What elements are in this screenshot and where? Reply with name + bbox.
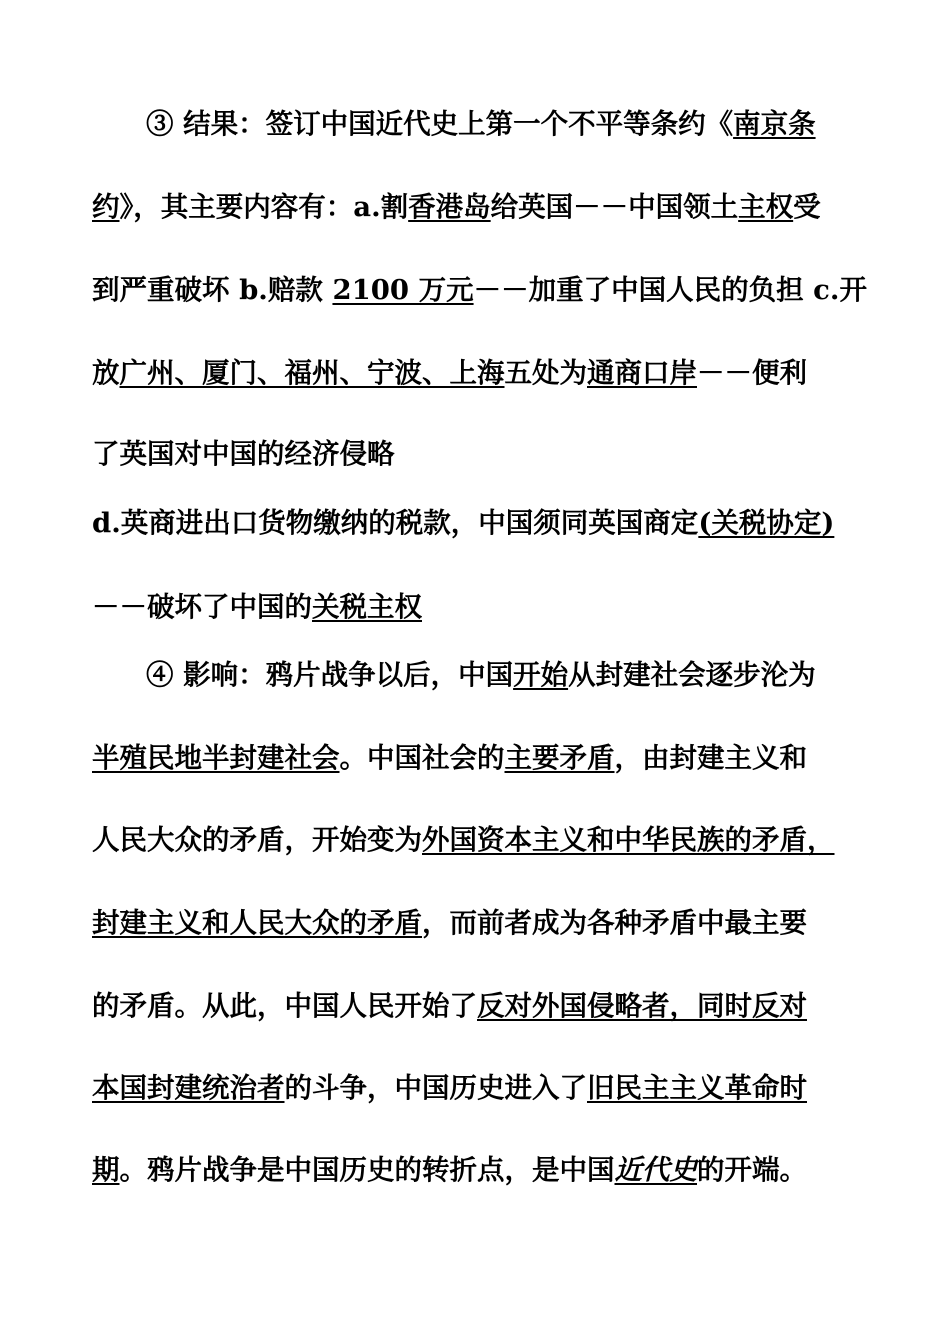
- text-line-3: [92, 270, 892, 310]
- underlined-text: 南京条: [733, 108, 816, 140]
- text-line-14: [92, 1150, 892, 1190]
- underlined-text: 半殖民地半封建社会: [92, 742, 340, 774]
- text-span: 的开端。: [697, 1154, 807, 1186]
- underlined-text: 通商口岸: [587, 357, 697, 389]
- text-span: 到严重破坏 b.赔款: [92, 274, 333, 306]
- text-line-13: [92, 1068, 892, 1108]
- text-span: 五处为: [504, 357, 587, 389]
- text-span: 。中国社会的: [339, 742, 505, 774]
- text-span: 人民大众的矛盾，开始变为: [92, 824, 422, 856]
- underlined-text: 主要矛盾: [504, 742, 615, 774]
- underlined-text: 期: [92, 1154, 120, 1186]
- text-line-1: [146, 104, 946, 144]
- text-span: 受: [793, 191, 821, 223]
- underlined-text: 开始: [513, 659, 569, 691]
- underlined-text: 旧民主主义革命时: [587, 1072, 807, 1104]
- underlined-text: 香港岛: [408, 191, 491, 223]
- text-span: 给英国－－中国领土: [490, 191, 739, 223]
- text-line-11: [92, 903, 892, 943]
- underlined-text: 外国资本主义和中华民族的矛盾，: [422, 824, 835, 856]
- text-span: －－破坏了中国的: [92, 591, 312, 623]
- underlined-text: 近代史: [614, 1154, 697, 1186]
- text-line-12: [92, 986, 892, 1026]
- text-span: 的斗争，中国历史进入了: [284, 1072, 587, 1104]
- text-span: 放: [92, 357, 120, 389]
- text-span: ④ 影响：鸦片战争以后，中国: [146, 659, 514, 691]
- underlined-text: 2100 万元: [332, 274, 474, 306]
- text-span: －－加重了中国人民的负担 c.开: [473, 274, 867, 306]
- text-line-9: [92, 738, 892, 778]
- text-line-2: [92, 187, 892, 227]
- text-line-8: [146, 655, 946, 695]
- text-span: 了英国对中国的经济侵略: [92, 438, 395, 470]
- text-span: ③ 结果：签订中国近代史上第一个不平等条约《: [146, 108, 734, 140]
- text-span: 的矛盾。从此，中国人民开始了: [92, 990, 477, 1022]
- underlined-text: 广州、厦门、福州、宁波、上海: [119, 357, 505, 389]
- underlined-text: 反对外国侵略者，同时反对: [477, 990, 807, 1022]
- underlined-text: 本国封建统治者: [92, 1072, 285, 1104]
- text-line-6: [92, 503, 892, 543]
- underlined-text: 主权: [738, 191, 794, 223]
- text-span: 。鸦片战争是中国历史的转折点，是中国: [119, 1154, 615, 1186]
- text-span: ，由封建主义和: [614, 742, 807, 774]
- text-line-4: [92, 353, 892, 393]
- text-span: ，而前者成为各种矛盾中最主要: [422, 907, 807, 939]
- text-span: －－便利: [697, 357, 807, 389]
- underlined-text: 封建主义和人民大众的矛盾: [92, 907, 422, 939]
- underlined-text: (关税协定): [698, 507, 835, 539]
- text-line-5: [92, 434, 892, 474]
- text-line-7: [92, 587, 892, 627]
- underlined-text: 约: [92, 191, 120, 223]
- text-span: 》，其主要内容有：a.割: [119, 191, 409, 223]
- text-span: d.英商进出口货物缴纳的税款，中国须同英国商定: [92, 507, 699, 539]
- underlined-text: 关税主权: [312, 591, 422, 623]
- text-span: 从封建社会逐步沦为: [568, 659, 816, 691]
- text-line-10: [92, 820, 892, 860]
